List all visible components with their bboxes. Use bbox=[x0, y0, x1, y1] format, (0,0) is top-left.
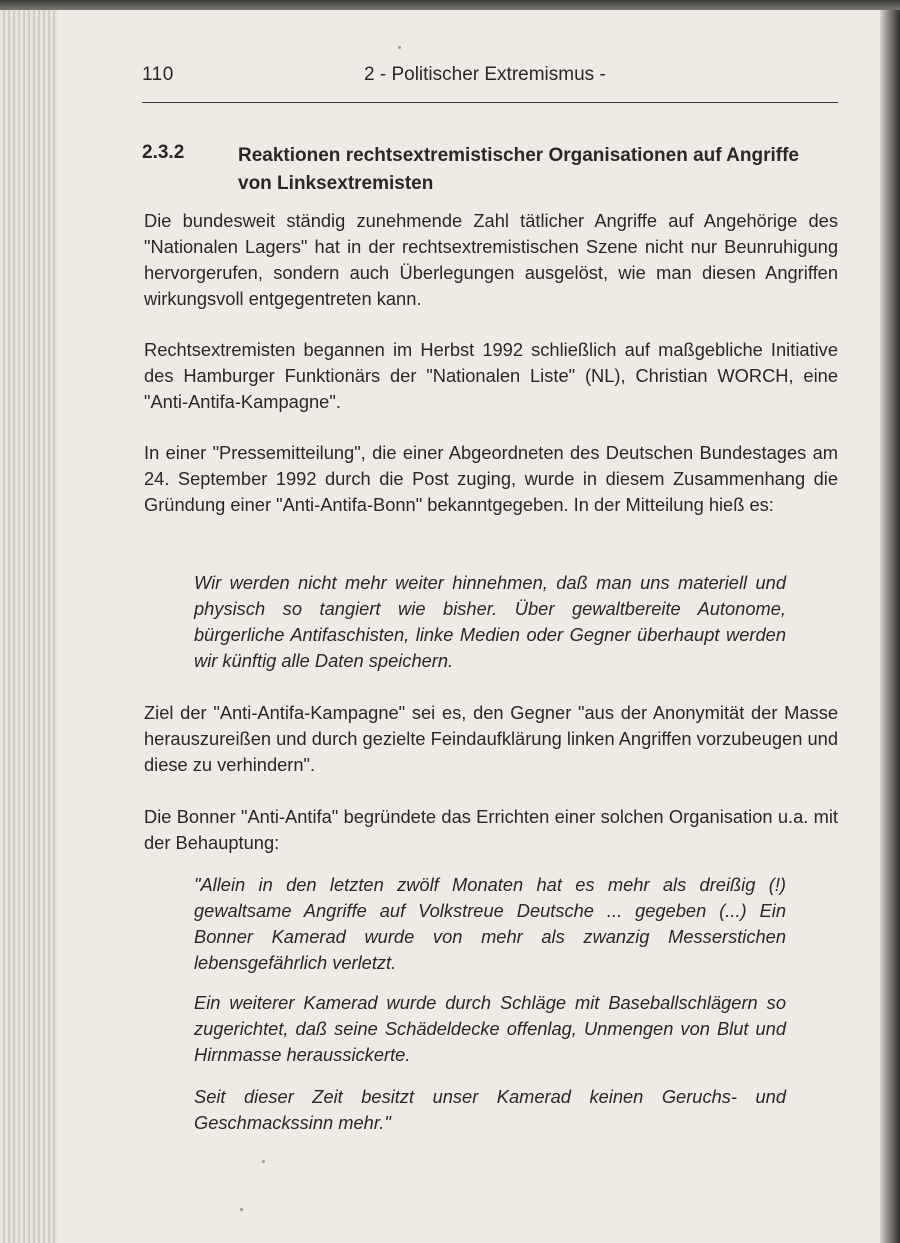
block-quote: "Allein in den letzten zwölf Monaten hat es mehr als dreißig (!) gewaltsame Angriffe auf Volkstreue Deutsche ... gegeben (...) Ein Bonner Kamerad wurde von mehr als zwanzig Messerstichen lebensgefährlich verletzt. bbox=[194, 874, 786, 973]
body-paragraph: Die Bonner "Anti-Antifa" begründete das Errichten einer solchen Organisation u.a. mit der Behauptung: bbox=[144, 806, 838, 853]
body-paragraph: Rechtsextremisten begannen im Herbst 1992 schließlich auf maßgebliche Initiative des Hamburger Funktionärs der "Nationalen Liste" (NL), Christian WORCH, eine "Anti-Antifa-Kampagne". bbox=[144, 339, 838, 412]
running-head bbox=[142, 64, 838, 94]
scan-speck bbox=[398, 46, 401, 49]
section-title: Reaktionen rechtsextremistischer Organisationen auf Angriffe von Linksextremisten bbox=[238, 145, 800, 194]
scan-right-edge bbox=[880, 10, 900, 1243]
body-paragraph: Ziel der "Anti-Antifa-Kampagne" sei es, den Gegner "aus der Anonymität der Masse herauszureißen und durch gezielte Feindaufklärung linken Angriffen vorzubeugen und diese zu verhindern". bbox=[144, 702, 838, 775]
section-number: 2.3.2 bbox=[142, 142, 185, 163]
chapter-title: 2 - Politischer Extremismus - bbox=[364, 64, 606, 85]
header-rule bbox=[142, 102, 838, 103]
page-stack-edges bbox=[0, 10, 60, 1243]
block-quote: Seit dieser Zeit besitzt unser Kamerad keinen Geruchs- und Geschmackssinn mehr." bbox=[194, 1086, 786, 1133]
scan-speck bbox=[262, 1160, 265, 1163]
scan-speck bbox=[240, 1208, 243, 1211]
body-paragraph: In einer "Pressemitteilung", die einer Abgeordneten des Deutschen Bundestages am 24. September 1992 durch die Post zuging, wurde in diesem Zusammenhang die Gründung einer "Anti-Antifa-Bonn" bekanntgegeben. In der Mitteilung hieß es: bbox=[144, 442, 838, 515]
page-number: 110 bbox=[142, 64, 174, 85]
block-quote: Ein weiterer Kamerad wurde durch Schläge mit Baseballschlägern so zugerichtet, daß seine Schädeldecke offenlag, Unmengen von Blut und Hirnmasse heraussickerte. bbox=[194, 992, 786, 1065]
scan-top-edge bbox=[0, 0, 900, 10]
block-quote: Wir werden nicht mehr weiter hinnehmen, daß man uns materiell und physisch so tangiert wie bisher. Über gewaltbereite Autonome, bürgerliche Antifaschisten, linke Medien oder Gegner überhaupt werden wir künftig alle Daten speichern. bbox=[194, 572, 786, 671]
body-paragraph: Die bundesweit ständig zunehmende Zahl tätlicher Angriffe auf Angehörige des "Nationalen Lagers" hat in der rechtsextremistischen Szene nicht nur Beunruhigung hervorgerufen, sondern auch Überlegungen ausgelöst, wie man diesen Angriffen wirkungsvoll entgegentreten kann. bbox=[144, 210, 838, 309]
